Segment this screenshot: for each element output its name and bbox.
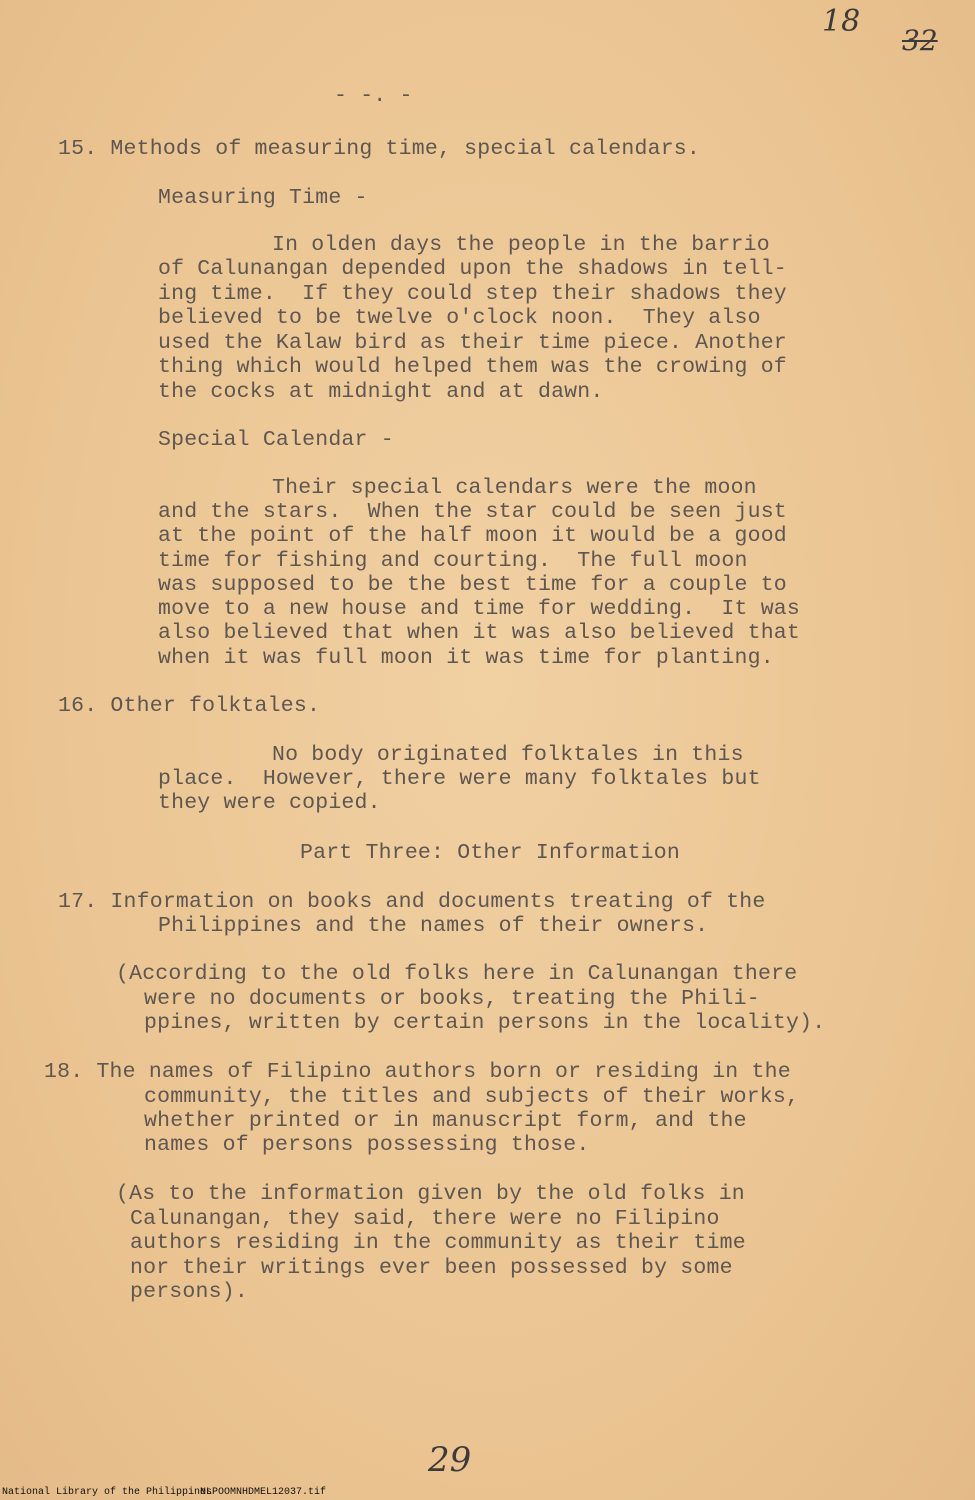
paragraph-line: at the point of the half moon it would be a good: [158, 524, 787, 548]
paragraph-line: (According to the old folks here in Calunangan there: [116, 962, 798, 986]
section-16-heading: 16. Other folktales.: [58, 694, 321, 718]
paragraph-line: persons).: [130, 1280, 248, 1304]
paragraph-line: and the stars. When the star could be seen just: [158, 500, 787, 524]
section-17-heading: 17. Information on books and documents treating of the: [58, 890, 766, 914]
section-18-heading: community, the titles and subjects of their works,: [144, 1085, 800, 1109]
header-dashes: - -. -: [334, 84, 413, 108]
section-15-subheading-special-calendar: Special Calendar -: [158, 428, 394, 452]
section-18-heading: names of persons possessing those.: [144, 1133, 590, 1157]
paragraph-line: In olden days the people in the barrio: [272, 233, 770, 257]
paragraph-line: (As to the information given by the old folks in: [116, 1182, 745, 1206]
paragraph-line: was supposed to be the best time for a couple to: [158, 573, 787, 597]
paragraph-line: thing which would helped them was the crowing of: [158, 355, 787, 379]
paragraph-line: Their special calendars were the moon: [272, 476, 757, 500]
paragraph-line: ing time. If they could step their shadows they: [158, 282, 787, 306]
paragraph-line: place. However, there were many folktales but: [158, 767, 761, 791]
paragraph-line: nor their writings ever been possessed by some: [130, 1256, 733, 1280]
section-18-heading: 18. The names of Filipino authors born or residing in the: [44, 1060, 791, 1084]
paragraph-line: they were copied.: [158, 791, 381, 815]
paragraph-line: Calunangan, they said, there were no Filipino: [130, 1207, 720, 1231]
paragraph-line: authors residing in the community as their time: [130, 1231, 746, 1255]
paragraph-line: were no documents or books, treating the Phili-: [144, 987, 760, 1011]
paragraph-line: also believed that when it was also believed that: [158, 621, 801, 645]
paragraph-line: believed to be twelve o'clock noon. They also: [158, 306, 761, 330]
paragraph-line: the cocks at midnight and at dawn.: [158, 380, 604, 404]
section-15-subheading-measuring-time: Measuring Time -: [158, 186, 368, 210]
handwritten-page-mark-1: 18: [822, 4, 861, 39]
paragraph-line: move to a new house and time for wedding. It was: [158, 597, 801, 621]
paragraph-line: time for fishing and courting. The full moon: [158, 549, 748, 573]
handwritten-page-number: 29: [428, 1440, 472, 1480]
section-17-heading: Philippines and the names of their owners.: [158, 914, 709, 938]
paragraph-line: used the Kalaw bird as their time piece. Another: [158, 331, 787, 355]
paragraph-line: when it was full moon it was time for planting.: [158, 646, 774, 670]
paragraph-line: No body originated folktales in this: [272, 743, 744, 767]
handwritten-page-mark-2: 32: [902, 24, 938, 57]
part-three-title: Part Three: Other Information: [300, 841, 680, 865]
paragraph-line: ppines, written by certain persons in the locality).: [144, 1011, 826, 1035]
footer-library-name: National Library of the Philippines: [2, 1487, 213, 1498]
footer-file-id: NLPOOMNHDMEL12037.tif: [200, 1487, 327, 1498]
paragraph-line: of Calunangan depended upon the shadows in tell-: [158, 257, 787, 281]
section-18-heading: whether printed or in manuscript form, and the: [144, 1109, 747, 1133]
section-15-heading: 15. Methods of measuring time, special calendars.: [58, 137, 701, 161]
